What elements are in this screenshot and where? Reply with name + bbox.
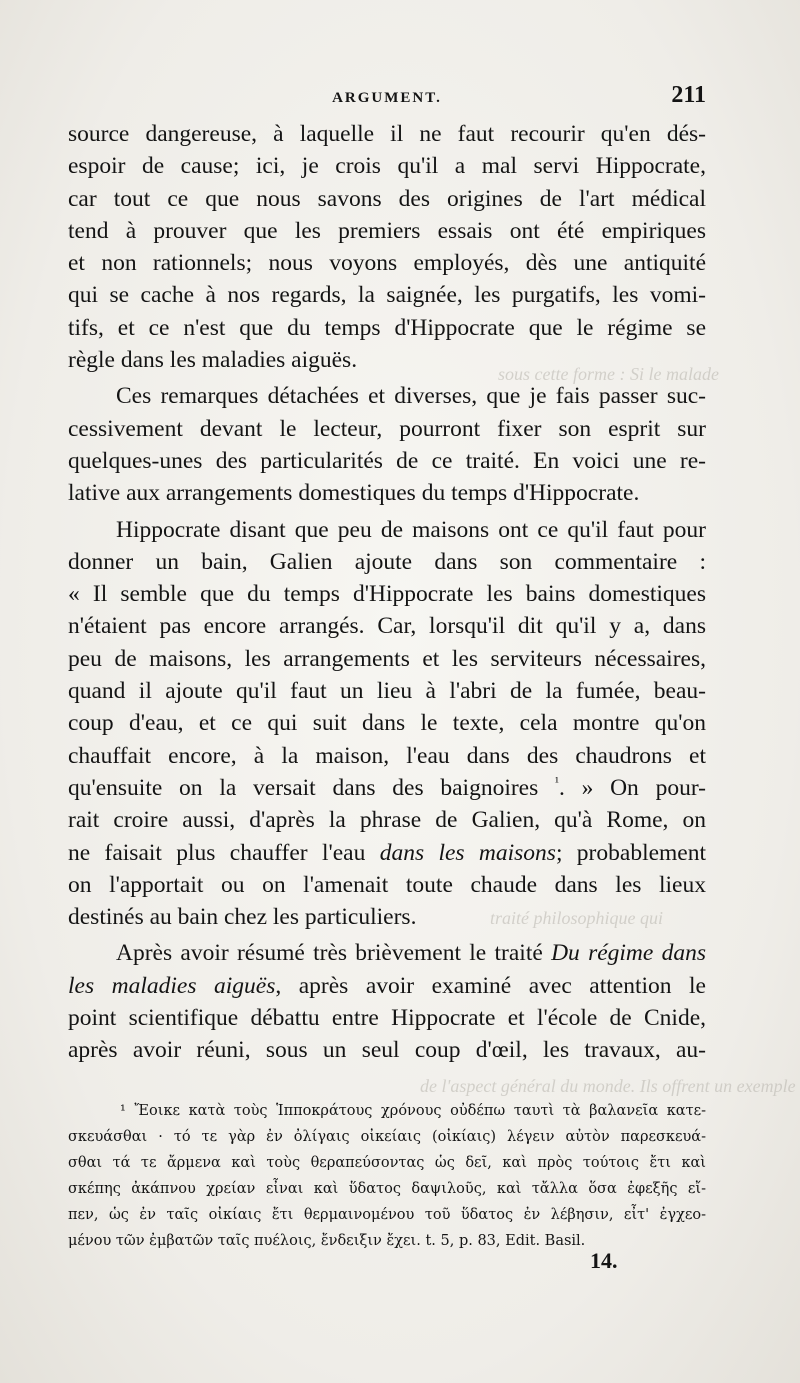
text-line: donner un bain, Galien ajoute dans son commentaire : bbox=[68, 548, 706, 575]
text-line: coup d'eau, et ce qui suit dans le texte, cela montre qu'on bbox=[68, 710, 706, 737]
footnote-line: σκέπης ἀκάπνου χρείαν εἶναι καὶ ὕδατος δαψιλοῦς, καὶ τἄλλα ὅσα ἐφεξῆς εἴ- bbox=[68, 1181, 706, 1197]
running-head: ARGUMENT. bbox=[332, 90, 442, 106]
text-line: « Il semble que du temps d'Hippocrate les bains domestiques bbox=[68, 581, 706, 608]
page-number: 211 bbox=[671, 82, 706, 108]
text-line: point scientifique débattu entre Hippocrate et l'école de Cnide, bbox=[68, 1005, 706, 1032]
text-line: Hippocrate disant que peu de maisons ont ce qu'il faut pour bbox=[116, 516, 706, 543]
text-line: espoir de cause; ici, je crois qu'il a mal servi Hippocrate, bbox=[68, 153, 706, 180]
text-line bbox=[68, 837, 706, 869]
signature-mark: 14. bbox=[590, 1248, 618, 1273]
text-line bbox=[68, 970, 706, 1002]
paragraph-3 bbox=[68, 514, 706, 934]
text-line-part: ; probablement bbox=[555, 839, 707, 866]
paragraph-2 bbox=[68, 380, 706, 509]
footnote bbox=[68, 1098, 706, 1254]
bleed-through-text: traité philosophique qui bbox=[490, 908, 663, 928]
text-line bbox=[68, 772, 706, 804]
italic-title: les maladies aiguës bbox=[68, 972, 276, 999]
text-line: et non rationnels; nous voyons employés, dès une antiquité bbox=[68, 250, 706, 277]
main-text bbox=[68, 118, 706, 1067]
paragraph-1 bbox=[68, 118, 706, 376]
footnote-line: σθαι τά τε ἄρμενα καὶ τοὺς θεραπεύσοντας ὡς δεῖ, καὶ πρὸς τούτοις ἔτι καὶ bbox=[68, 1155, 706, 1171]
text-line: n'étaient pas encore arrangés. Car, lorsqu'il dit qu'il y a, dans bbox=[68, 613, 706, 640]
italic-phrase: dans les maisons bbox=[379, 839, 556, 866]
text-line: Ces remarques détachées et diverses, que je fais passer suc- bbox=[116, 383, 706, 410]
footnote-text: Ἔοικε κατὰ τοὺς Ἱπποκράτους χρόνους οὐδέπω ταυτὶ τὰ βαλανεῖα κατε- bbox=[134, 1103, 706, 1119]
footnote-line: μένου τῶν ἐμβατῶν ταῖς πυέλοις, ἔνδειξιν ἔχει. t. 5, p. 83, Edit. Basil. bbox=[68, 1233, 586, 1249]
italic-title: Du régime dans bbox=[551, 940, 707, 967]
text-line: rait croire aussi, d'après la phrase de Galien, qu'à Rome, on bbox=[68, 807, 706, 834]
text-line: source dangereuse, à laquelle il ne faut recourir qu'en dés- bbox=[68, 121, 706, 147]
footnote-line: πεν, ὡς ἐν ταῖς οἰκίαις ἔτι θερμαινομένου τοῦ ὕδατος ἐν λέβησιν, εἶτ' ἐγχεο- bbox=[68, 1207, 706, 1223]
text-line: règle dans les maladies aiguës. bbox=[68, 347, 358, 374]
footnote-line: σκευάσθαι · τό τε γὰρ ἐν ὀλίγαις οἰκείαις (οἰκίαις) λέγειν αὐτὸν παρεσκευά- bbox=[68, 1129, 706, 1145]
text-line: car tout ce que nous savons des origines de l'art médical bbox=[68, 185, 706, 212]
page-header bbox=[68, 82, 706, 116]
text-line-part: , après avoir examiné avec attention le bbox=[275, 972, 706, 999]
text-line: quelques-unes des particularités de ce traité. En voici une re- bbox=[68, 447, 706, 474]
text-line: quand il ajoute qu'il faut un lieu à l'abri de la fumée, beau- bbox=[68, 678, 706, 705]
text-line-part: ne faisait plus chauffer l'eau bbox=[68, 839, 366, 866]
text-line: lative aux arrangements domestiques du temps d'Hippocrate. bbox=[68, 480, 640, 507]
bleed-through-text: sous cette forme : Si le malade bbox=[498, 364, 719, 384]
footnote-mark: ¹ bbox=[120, 1103, 126, 1119]
text-line bbox=[68, 937, 706, 969]
text-line: après avoir réuni, sous un seul coup d'œil, les travaux, au- bbox=[68, 1037, 706, 1064]
text-line-part: qu'ensuite on la versait dans des baignoires bbox=[68, 774, 539, 801]
text-line: destinés au bain chez les particuliers. bbox=[68, 904, 417, 931]
text-line: peu de maisons, les arrangements et les serviteurs nécessaires, bbox=[68, 645, 706, 672]
text-line: qui se cache à nos regards, la saignée, les purgatifs, les vomi- bbox=[68, 282, 706, 309]
text-line: tifs, et ce n'est que du temps d'Hippocrate que le régime se bbox=[68, 314, 706, 341]
text-line: chauffait encore, à la maison, l'eau dans des chaudrons et bbox=[68, 742, 706, 769]
footnote-line bbox=[68, 1098, 706, 1124]
footnote-reference[interactable]: ¹ bbox=[555, 774, 559, 790]
text-line: cessivement devant le lecteur, pourront fixer son esprit sur bbox=[68, 415, 706, 442]
text-line-part: Après avoir résumé très brièvement le traité bbox=[116, 940, 543, 967]
text-line: tend à prouver que les premiers essais ont été empiriques bbox=[68, 217, 706, 244]
bleed-through-text: de l'aspect général du monde. Ils offrent un exemple bbox=[420, 1076, 796, 1096]
text-line-part: . » On pour- bbox=[558, 774, 706, 801]
text-line: on l'apportait ou on l'amenait toute chaude dans les lieux bbox=[68, 871, 706, 898]
paragraph-4 bbox=[68, 937, 706, 1066]
